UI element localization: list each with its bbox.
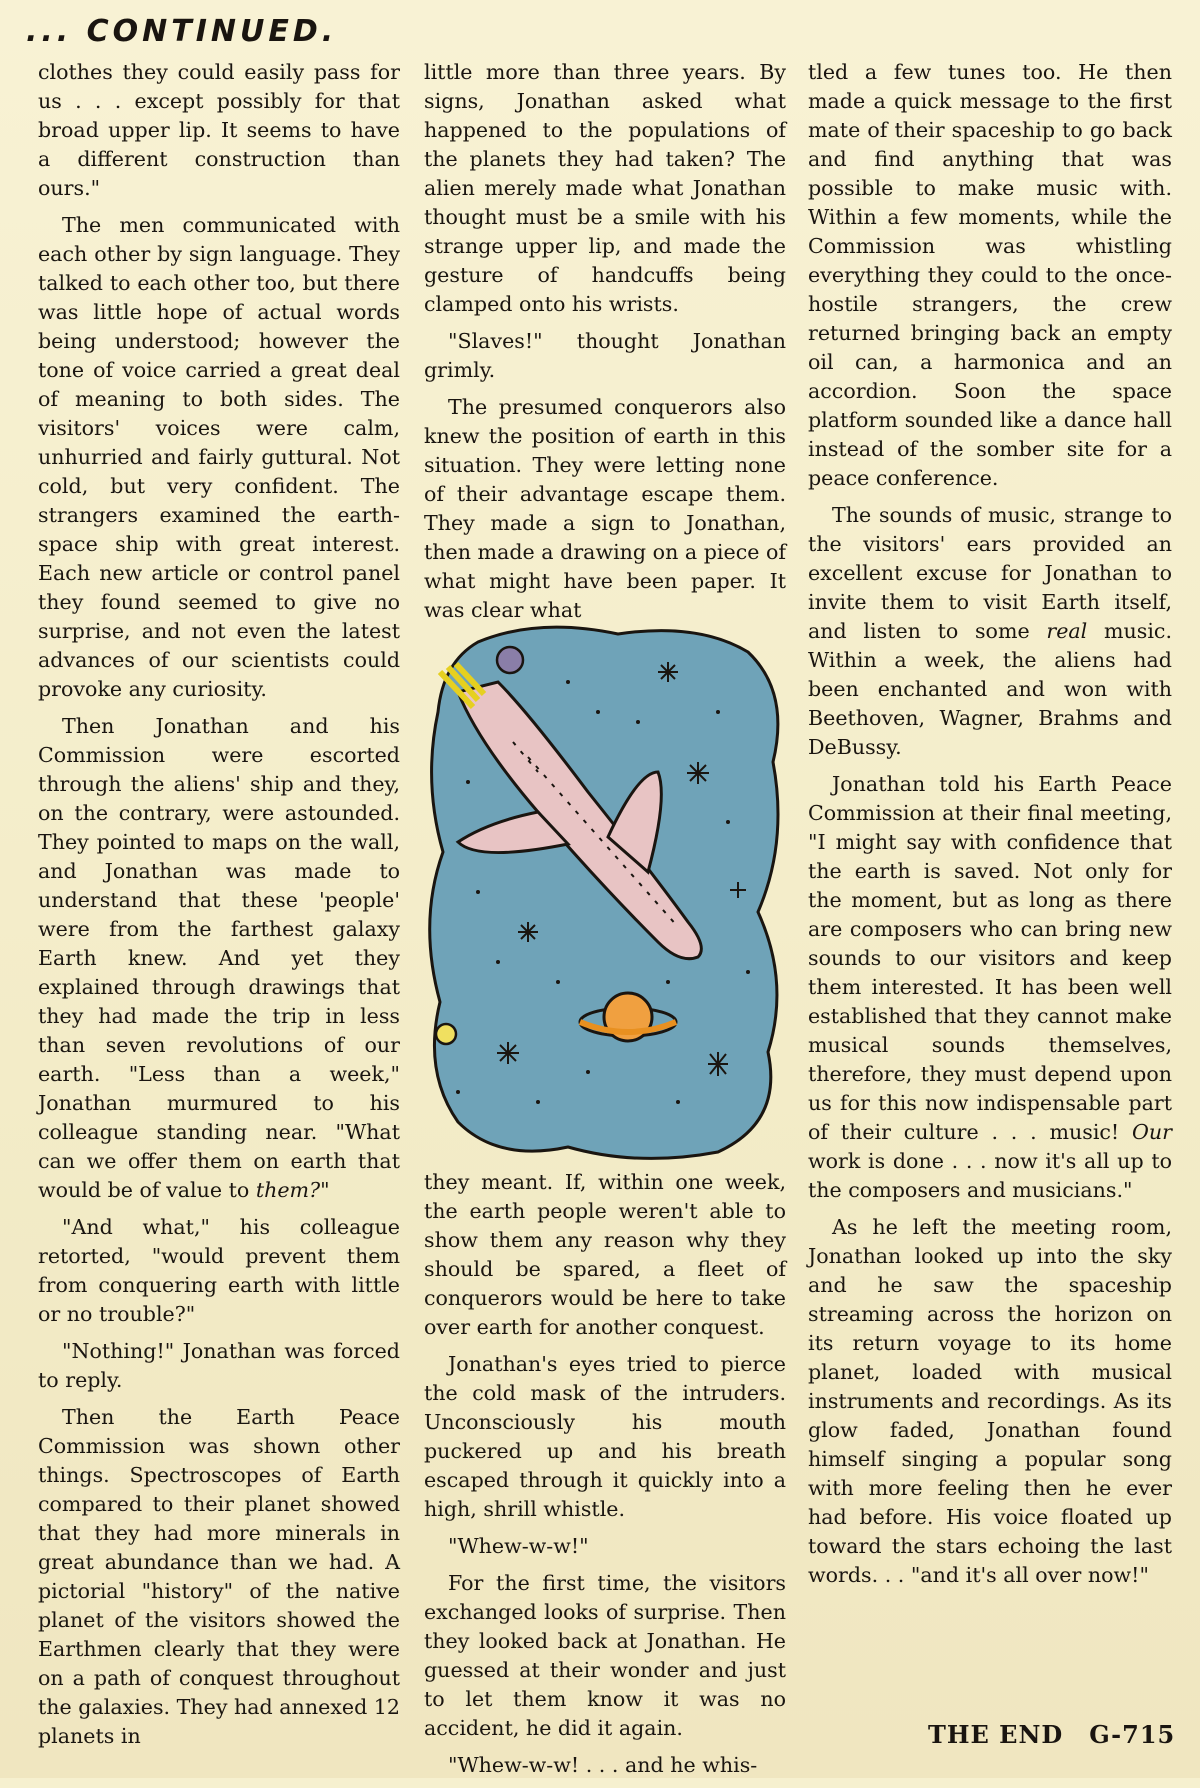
footer xyxy=(928,1720,1178,1749)
paragraph: tled a few tunes too. He then made a quick message to the first mate of their spaceship to go back and find anything that was possible to make music with. Within a few moments, while the Commission was whistling everything they could to the once-hostile strangers, the crew returned bringing back an empty oil can, a harmonica and an accordion. Soon the space platform sounded like a dance hall instead of the somber site for a peace conference. xyxy=(808,60,1172,490)
paragraph: Jonathan's eyes tried to pierce the cold mask of the intruders. Unconsciously his mouth puckered up and his breath escaped through it quickly into a high, shrill whistle. xyxy=(424,1352,786,1521)
continued-heading: ... CONTINUED. xyxy=(26,14,338,49)
paragraph: As he left the meeting room, Jonathan looked up into the sky and he saw the spaceship streaming across the horizon on its return voyage to its home planet, loaded with musical instruments and recordings. As its glow faded, Jonathan found himself singing a popular song with more feeling then he ever had before. His voice floated up toward the stars echoing the last words. . . "and it's all over now!" xyxy=(808,1215,1172,1587)
paragraph: little more than three years. By signs, Jonathan asked what happened to the populations of the planets they had taken? The alien merely made what Jonathan thought must be a smile with his strange upper lip, and made the gesture of handcuffs being clamped onto his wrists. xyxy=(424,60,786,316)
paragraph: "Whew-w-w! . . . and he whis- xyxy=(448,1753,758,1777)
paragraph: "Nothing!" Jonathan was forced to reply. xyxy=(38,1339,400,1392)
moon-icon xyxy=(436,1024,456,1044)
paragraph: For the first time, the visitors exchanged looks of surprise. Then they looked back at Jonathan. He guessed at their wonder and just to let them know it was no accident, he did it again. xyxy=(424,1571,786,1740)
paragraph: Jonathan told his Earth Peace Commission at their final meeting, "I might say with confidence that the earth is saved. Not only for the moment, but as long as there are composers who can bring new sounds to our visitors and keep them interested. It has been well established that they cannot make musical sounds themselves, therefore, they must depend upon us for this now indispensable part of their culture . . . music! Our work is done . . . now it's all up to the composers and musicians." xyxy=(808,772,1172,1202)
paragraph: Then Jonathan and his Commission were escorted through the aliens' ship and they, on the contrary, were astounded. They pointed to maps on the wall, and Jonathan was made to understand that these 'people' were from the farthest galaxy Earth knew. And yet they explained through drawings that they had made the trip in less than seven revolutions of our earth. "Less than a week," Jonathan murmured to his colleague standing near. "What can we offer them on earth that would be of value to them?" xyxy=(38,714,400,1202)
paragraph: Then the Earth Peace Commission was shown other things. Spectroscopes of Earth compared to their planet showed that they had more minerals in great abundance than we had. A pictorial "history" of the native planet of the visitors showed the Earthmen clearly that they were on a path of conquest throughout the galaxies. They had annexed 12 planets in xyxy=(38,1405,401,1748)
column-1 xyxy=(38,58,400,1759)
paragraph: clothes they could easily pass for us . . . except possibly for that broad upper lip. It seems to have a different construction than ours." xyxy=(38,60,400,200)
paragraph: "And what," his colleague retorted, "would prevent them from conquering earth with little or no trouble?" xyxy=(38,1215,400,1326)
paragraph: "Whew-w-w!" xyxy=(448,1534,589,1558)
paragraph: they meant. If, within one week, the earth people weren't able to show them any reason why they should be spared, a fleet of conquerors would be here to take over earth for another conquest. xyxy=(424,1170,786,1339)
column-2-bottom xyxy=(424,1168,786,1788)
planet-small-icon xyxy=(497,647,523,673)
page-code: G-715 xyxy=(1089,1720,1176,1749)
spaceship-illustration xyxy=(418,622,792,1162)
column-3 xyxy=(808,58,1172,1598)
paragraph: The presumed conquerors also knew the position of earth in this situation. They were letting none of their advantage escape them. They made a sign to Jonathan, then made a drawing on a piece of what might have been paper. It was clear what xyxy=(424,395,786,622)
the-end-label: THE END xyxy=(928,1720,1064,1749)
column-2-top xyxy=(424,58,786,633)
paragraph: The men communicated with each other by sign language. They talked to each other too, but there was little hope of actual words being understood; however the tone of voice carried a great deal of meaning to both sides. The visitors' voices were calm, unhurried and fairly guttural. Not cold, but very confident. The strangers examined the earth-space ship with great interest. Each new article or control panel they found seemed to give no surprise, and not even the latest advances of our scientists could provoke any curiosity. xyxy=(38,213,400,701)
paragraph: "Slaves!" thought Jonathan grimly. xyxy=(424,329,786,382)
paragraph: The sounds of music, strange to the visitors' ears provided an excellent excuse for Jonathan to invite them to visit Earth itself, and listen to some real music. Within a week, the aliens had been enchanted and won with Beethoven, Wagner, Brahms and DeBussy. xyxy=(808,503,1172,759)
